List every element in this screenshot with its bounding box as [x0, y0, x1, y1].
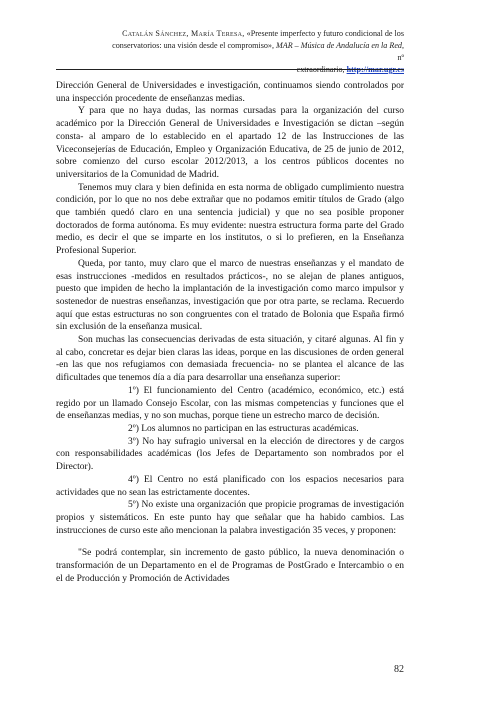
body-text	[56, 80, 404, 585]
list-item: 3º) No hay sufragio universal en la elección de directores y de cargos con responsabilidades académicas (los Jefes de Departamento son nombrados por el Director).	[56, 436, 404, 473]
header-edition: extraordinario,	[296, 65, 345, 74]
list-item: 2º) Los alumnos no participan en las estructuras académicas.	[128, 423, 359, 434]
paragraph: Y para que no haya dudas, las normas cursadas para la organización del curso académico por la Dirección General de Universidades e Investigación se dictan –según consta- al amparo de lo establecido en el apartado 12 de las Instrucciones de las Viceconsejerías de Educación, Empleo y Organización Educativa, de 25 de junio de 2012, sobre comienzo del curso escolar 2012/2013, a los centros públicos docentes no universitarios de la Comunidad de Madrid.	[56, 106, 404, 180]
header-line-3	[104, 64, 404, 76]
header-title-line-1: «Presente imperfecto y futuro condicional de los	[246, 29, 404, 38]
header-title-line-2: conservatorios: una visión desde el compromiso»,	[112, 41, 274, 50]
paragraph-gap	[56, 537, 404, 547]
list-item: 5º) No existe una organización que propicie programas de investigación propios y sistemáticos. En este punto hay que señalar que ha habido cambios. Las instrucciones de curso este año mencionan la palabra investigación 35 veces, y proponen:	[56, 500, 404, 536]
header-divider	[56, 69, 404, 70]
list-item: 1º) El funcionamiento del Centro (académico, económico, etc.) está regido por un llamado Consejo Escolar, con las mismas competencias y funciones que el de enseñanzas medias, y no son muchas, porque tiene un estrecho marco de decisión.	[56, 385, 404, 422]
list-item: 4º) El Centro no está planificado con los espacios necesarios para actividades que no sean las estrictamente docentes.	[56, 474, 404, 498]
paragraph: Son muchas las consecuencias derivadas de esta situación, y citaré algunas. Al fin y al cabo, concretar es dejar bien claras las ideas, porque en las discusiones de orden general -en las que nos refugiamos con demasiada frecuencia- no se plantea el alcance de las dificultades que tenemos día a día para desarrollar una enseñanza superior:	[56, 335, 404, 384]
header-url-link[interactable]: http://mar.ugr.es	[346, 65, 404, 74]
paragraph: Queda, por tanto, muy claro que el marco de nuestras enseñanzas y el mandato de esas instrucciones -medidos en resultados prácticos-, no se alejan de planes antiguos, puesto que impiden de hecho la implantación de la investigación como marco impulsor y sostenedor de nuestras enseñanzas, investigación que por otra parte, se reclama. Recuerdo aquí que estas estructuras no son congruentes con el tratado de Bolonia que España firmó sin exclusión de la enseñanza musical.	[56, 258, 404, 333]
header-line-1	[104, 28, 404, 40]
header-author: Catalán Sánchez, María Teresa,	[122, 29, 245, 38]
header-line-2	[104, 40, 404, 64]
paragraph: Tenemos muy clara y bien definida en esta norma de obligado cumplimiento nuestra condición, por lo que no nos debe extrañar que no podamos emitir títulos de Grado (algo que también quedó claro en una sentencia judicial) y que no sea posible proponer doctorados de forma autónoma. Es muy evidente: nuestra estructura forma parte del Grado medio, es decir el que se imparte en los institutos, o si lo prefieren, en la Enseñanza Profesional Superior.	[56, 182, 404, 257]
header-journal: MAR – Música de Andalucía en la Red	[276, 41, 402, 50]
page-number: 82	[394, 664, 404, 675]
header-number: , nº	[397, 41, 404, 62]
quote-paragraph: "Se podrá contemplar, sin incremento de gasto público, la nueva denominación o transformación de un Departamento en el de Programas de PostGrado e Intercambio o en el de Producción y Promoción de Actividades	[56, 548, 404, 584]
paragraph: Dirección General de Universidades e investigación, continuamos siendo controlados por una inspección procedente de enseñanzas medias.	[56, 81, 404, 104]
